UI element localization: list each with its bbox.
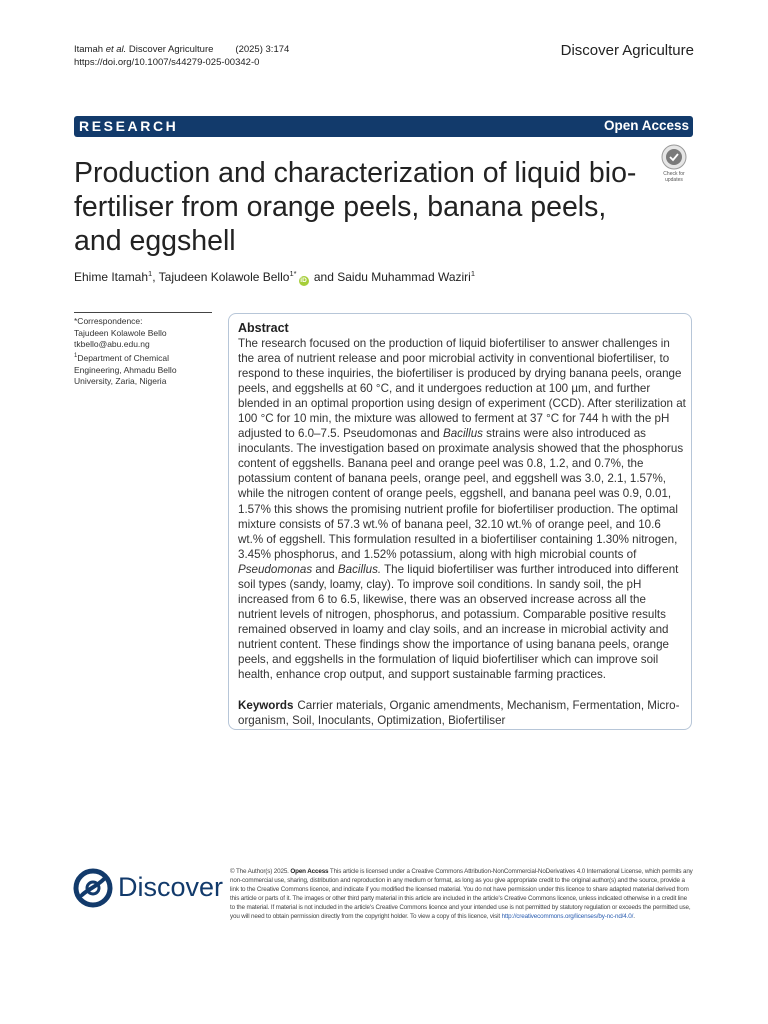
author-list bbox=[74, 269, 475, 286]
correspondence-label: *Correspondence: bbox=[74, 316, 143, 326]
keywords-list: Carrier materials, Organic amendments, Mechanism, Fermentation, Micro-organism, Soil, Inoculants, Optimization, Biofertiliser bbox=[238, 699, 680, 728]
side-divider bbox=[74, 312, 212, 313]
keywords-label: Keywords bbox=[238, 699, 294, 712]
license-lead: © The Author(s) 2025. bbox=[230, 868, 291, 875]
abstract-segment: The liquid biofertiliser was further introduced into different soil types (sandy, loamy, clay). To improve soil conditions. In sandy soil, the pH increased from 6 to 6.5, likewise, there was an observed increase across all the nutrient levels of nitrogen, phosphorus, and potassium. Comparable positive results remained observed in loamy and clay soils, and an increase in microbial activity and nutrient content. These findings show the importance of using banana peels, orange peels, and eggshells in the formulation of liquid biofertiliser which can improve soil health, enhance crop output, and support sustainable farming practices. bbox=[238, 562, 679, 682]
citation-author: Itamah bbox=[74, 44, 106, 55]
abstract-italic: Bacillus. bbox=[337, 562, 382, 576]
abstract-italic: Pseudomonas bbox=[238, 562, 313, 576]
abstract-segment: The research focused on the production of liquid biofertiliser to answer challenges in the area of nutrient release and poor microbial activity in conventional biofertiliser, to respond to these inquiries, the biofertiliser is produced by drying banana peels, orange peels, and eggshells at 60 °C, and it undergoes reduction at 100 µm, and further blended in an optimal proportion using design of experiment (CCD). After sterilization at 100 °C for 10 min, the mixture was allowed to ferment at 37 °C for 744 h with the pH adjusted to 6.0–7.5. Pseudomonas and bbox=[238, 337, 686, 441]
license-body: This article is licensed under a Creative Commons Attribution-NonCommercial-NoDerivatives 4.0 International License, which permits any non-commercial use, sharing, distribution and reproduction in any medium or format, as long as you give appropriate credit to the original author(s) and the source, provide a link to the Creative Commons licence, and indicate if you modified the licensed material. You do not have permission under this licence to share adapted material derived from this article or parts of it. The images or other third party material in this article are included in the article's Creative Commons licence, unless indicated otherwise in a credit line to the material. If material is not included in the article's Creative Commons licence and your intended use is not permitted by statutory regulation or exceeds the permitted use, you will need to obtain permission directly from the copyright holder. To view a copy of this licence, visit bbox=[230, 868, 693, 921]
check-for-updates-label: Check for updates bbox=[663, 171, 685, 183]
doi-link[interactable]: https://doi.org/10.1007/s44279-025-00342-0 bbox=[74, 57, 260, 68]
check-for-updates-icon bbox=[655, 143, 693, 171]
abstract-segment: strains were also introduced as inoculants. The investigation based on proximate analysis showed that the phosphorus content of eggshells. Banana peel and orange peel was 0.8, 1.2, and 0.7%, the potassium content of banana peels, orange peel, and eggshell was 3.0, 2.1, 1.57%, while the nitrogen content of orange peels, eggshell, and banana peel was 0.9, 0.01, 1.57% this shows the promising nutrient profile for biofertiliser production. The optimal mixture consists of 57.3 wt.% of banana peel, 32.10 wt.% of orange peel, and 10.6 wt.% of eggshell. This formulation resulted in a biofertiliser containing 1.30% nitrogen, 3.45% phosphorus, and 1.52% potassium, along with high microbial counts of bbox=[238, 427, 684, 561]
license-end: . bbox=[633, 913, 635, 921]
running-header bbox=[74, 43, 289, 69]
discover-logo bbox=[72, 865, 222, 913]
license-link[interactable]: http://creativecommons.org/licenses/by-nc-nd/4.0/ bbox=[501, 913, 634, 921]
author-name: Tajudeen Kolawole Bello bbox=[158, 270, 290, 284]
open-access-label: Open Access bbox=[603, 118, 689, 133]
check-for-updates-button[interactable] bbox=[655, 143, 693, 183]
article-type-label: RESEARCH bbox=[79, 118, 179, 134]
discover-logo-icon bbox=[72, 867, 114, 909]
author-affiliation-marker: 1 bbox=[470, 269, 476, 278]
citation-line bbox=[74, 43, 289, 56]
author-affiliation-marker: 1 bbox=[148, 269, 153, 278]
discover-logo-text: Discover bbox=[118, 872, 224, 902]
article-type-banner bbox=[74, 116, 693, 137]
author-separator: and bbox=[310, 270, 338, 284]
abstract-text bbox=[238, 336, 686, 682]
orcid-icon[interactable]: iD bbox=[300, 277, 307, 284]
license-open-access: Open Access bbox=[290, 868, 329, 875]
citation-volume: (2025) 3:174 bbox=[235, 44, 290, 55]
abstract-heading: Abstract bbox=[238, 321, 289, 335]
affiliation bbox=[74, 351, 214, 388]
author-affiliation-marker: 1* bbox=[289, 269, 297, 278]
journal-name: Discover Agriculture bbox=[560, 42, 694, 59]
affiliation-text: Department of Chemical Engineering, Ahmadu Bello University, Zaria, Nigeria bbox=[74, 352, 177, 387]
author-name: Ehime Itamah bbox=[74, 270, 149, 284]
author-name: Saidu Muhammad Waziri bbox=[337, 270, 471, 284]
correspondence-block bbox=[74, 316, 214, 388]
abstract-segment: and bbox=[312, 562, 338, 576]
abstract-italic: Bacillus bbox=[442, 427, 483, 441]
keywords bbox=[238, 698, 686, 728]
article-title: Production and characterization of liquid bio-fertiliser from orange peels, banana peels, and eggshell bbox=[74, 157, 637, 257]
author-separator: , bbox=[152, 270, 159, 284]
correspondence-email[interactable]: tkbello@abu.edu.ng bbox=[74, 339, 150, 350]
citation-et-al: et al. bbox=[105, 44, 127, 55]
affiliation-marker: 1 bbox=[74, 353, 78, 360]
license-text bbox=[230, 867, 693, 922]
citation-journal: Discover Agriculture bbox=[126, 44, 214, 55]
correspondence-name: Tajudeen Kolawole Bello bbox=[74, 327, 167, 338]
